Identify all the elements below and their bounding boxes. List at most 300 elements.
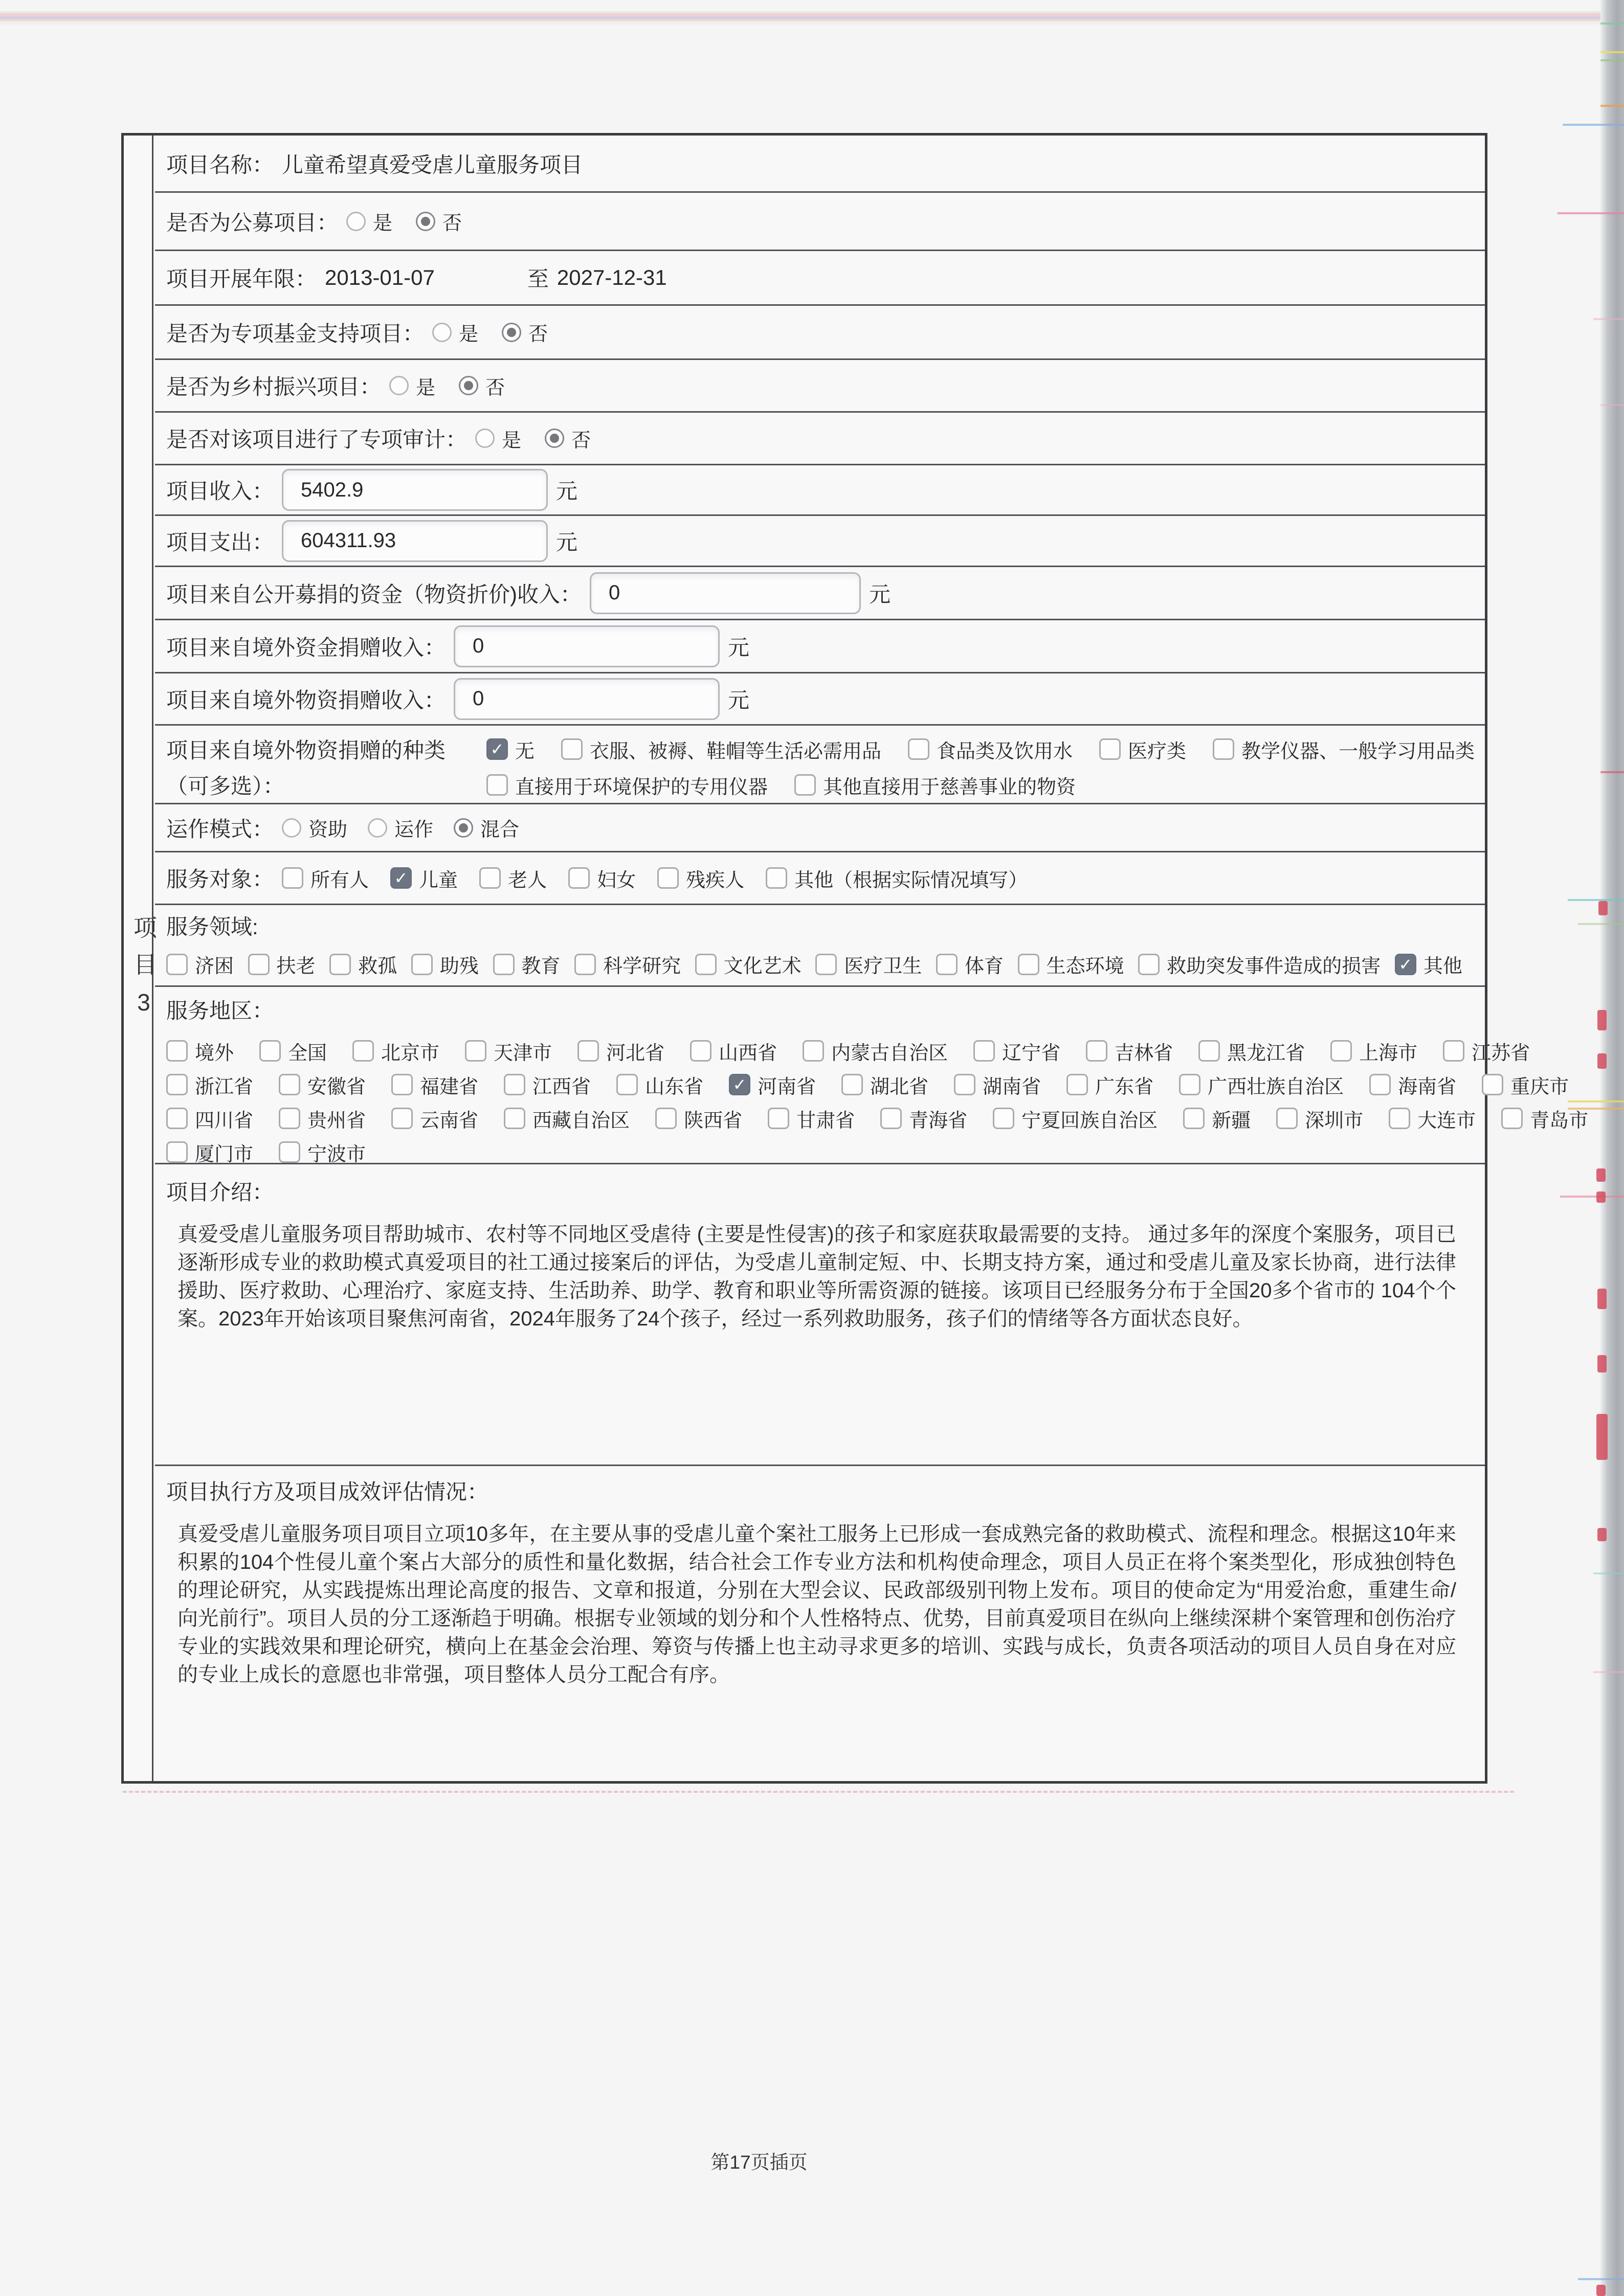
checkbox-option[interactable] — [1066, 1071, 1153, 1099]
radio-label: 是 — [459, 324, 479, 345]
checkbox-option[interactable] — [616, 1071, 703, 1099]
checkbox-icon[interactable] — [768, 1108, 789, 1129]
checkbox-label: 河南省 — [758, 1076, 816, 1098]
checkbox-option[interactable] — [729, 1071, 816, 1099]
edge-mark — [1596, 2285, 1606, 2296]
checkbox-label: 浙江省 — [195, 1076, 254, 1098]
radio-label: 是 — [502, 430, 522, 452]
expense-unit: 元 — [556, 530, 578, 554]
radio-icon[interactable] — [475, 429, 495, 448]
checkbox-label: 其他 — [1423, 956, 1462, 977]
checkbox-option[interactable] — [803, 1037, 948, 1065]
checkbox-label: 大连市 — [1417, 1110, 1476, 1132]
edge-mark — [1598, 901, 1608, 915]
row-project-evaluation — [155, 1466, 1485, 1785]
row-overseas-fund-income — [155, 620, 1485, 673]
project-index-column — [124, 136, 157, 1781]
checkbox-icon[interactable] — [1276, 1108, 1298, 1129]
material-types-line1 — [166, 733, 1475, 766]
edge-line — [1568, 899, 1624, 901]
material-types-options-2 — [486, 771, 1076, 799]
row-expense — [155, 516, 1485, 567]
checkbox-option[interactable] — [1086, 1037, 1173, 1065]
top-edge-band — [0, 11, 1624, 25]
checkbox-icon[interactable] — [1443, 1040, 1464, 1062]
checkbox-option[interactable] — [936, 950, 1004, 978]
checkbox-label: 重庆市 — [1510, 1076, 1569, 1098]
checkbox-icon[interactable] — [166, 1141, 188, 1163]
public-donation-label: 项目来自公开募捐的资金（物资折价)收入： — [166, 582, 582, 606]
checkbox-icon[interactable] — [1501, 1108, 1523, 1129]
checkbox-label: 四川省 — [195, 1110, 254, 1132]
checkbox-label: 文化艺术 — [723, 956, 802, 977]
radio-label: 否 — [528, 324, 548, 345]
row-service-area — [155, 987, 1589, 1165]
checkbox-icon[interactable] — [574, 954, 596, 975]
overseas-fund-value: 0 — [473, 635, 484, 657]
special-fund-label: 是否为专项基金支持项目： — [166, 321, 425, 346]
checkbox-icon[interactable] — [1330, 1040, 1352, 1062]
material-types-label-2: （可多选）： — [166, 774, 285, 798]
checkbox-option[interactable] — [1482, 1071, 1569, 1099]
radio-option[interactable] — [416, 207, 462, 235]
checkbox-label: 福建省 — [420, 1076, 479, 1098]
checkbox-option[interactable] — [1179, 1071, 1344, 1099]
checkbox-icon[interactable] — [936, 954, 958, 975]
checkbox-icon[interactable] — [1482, 1074, 1503, 1095]
checkbox-icon[interactable] — [616, 1074, 638, 1095]
checkbox-option[interactable] — [1183, 1105, 1251, 1133]
checkbox-icon[interactable] — [1018, 954, 1039, 975]
public-fundraising-label: 是否为公募项目： — [166, 210, 339, 235]
checkbox-icon[interactable] — [1395, 954, 1416, 975]
checkbox-option[interactable] — [993, 1105, 1158, 1133]
checkbox-icon[interactable] — [493, 954, 515, 975]
radio-option[interactable] — [475, 424, 521, 453]
checkbox-icon[interactable] — [279, 1141, 300, 1163]
radio-icon[interactable] — [368, 818, 387, 838]
checkbox-option[interactable] — [282, 864, 369, 892]
checkbox-option[interactable] — [657, 864, 744, 892]
checkbox-label: 深圳市 — [1305, 1110, 1364, 1132]
duration-end-value: 2027-12-31 — [557, 265, 667, 289]
operation-mode-options — [282, 814, 519, 842]
radio-label: 资助 — [308, 819, 348, 841]
checkbox-icon[interactable] — [908, 738, 929, 760]
special-fund-options — [432, 318, 548, 346]
checkbox-option[interactable] — [655, 1105, 742, 1133]
row-project-intro — [155, 1164, 1485, 1466]
project-index-label: 项目3 — [130, 915, 157, 1029]
overseas-material-label: 项目来自境外物资捐赠收入： — [166, 688, 446, 712]
income-value: 5402.9 — [301, 478, 364, 501]
checkbox-option[interactable] — [1501, 1105, 1588, 1133]
row-operation-mode — [155, 804, 1485, 852]
checkbox-icon[interactable] — [973, 1040, 995, 1062]
checkbox-option[interactable] — [352, 1037, 439, 1065]
row-project-name — [155, 136, 1485, 193]
page-number: 第17页插页 — [710, 2152, 808, 2173]
form-content — [155, 136, 1589, 1781]
edge-line — [1600, 22, 1624, 25]
checkbox-label: 所有人 — [310, 869, 369, 891]
checkbox-label: 辽宁省 — [1002, 1042, 1061, 1064]
checkbox-option[interactable] — [391, 1071, 478, 1099]
overseas-material-value: 0 — [473, 687, 484, 710]
checkbox-option[interactable] — [279, 1071, 366, 1099]
expense-input[interactable] — [282, 520, 548, 562]
row-overseas-material-income — [155, 673, 1485, 726]
checkbox-option[interactable] — [766, 864, 1028, 892]
service-area-label: 服务地区： — [166, 999, 274, 1023]
checkbox-option[interactable] — [880, 1105, 967, 1133]
radio-option[interactable] — [346, 207, 392, 235]
checkbox-label: 广东省 — [1095, 1076, 1154, 1098]
checkbox-option[interactable] — [411, 950, 479, 978]
checkbox-option[interactable] — [1099, 735, 1186, 763]
checkbox-option[interactable] — [1138, 950, 1381, 978]
checkbox-option[interactable] — [973, 1037, 1060, 1065]
checkbox-label: 教学仪器、一般学习用品类 — [1241, 740, 1475, 762]
checkbox-option[interactable] — [908, 735, 1073, 763]
radio-icon[interactable] — [459, 376, 478, 395]
checkbox-icon[interactable] — [880, 1108, 902, 1129]
checkbox-icon[interactable] — [486, 774, 508, 796]
checkbox-icon[interactable] — [1086, 1040, 1107, 1062]
checkbox-icon[interactable] — [282, 867, 303, 889]
checkbox-icon[interactable] — [1389, 1108, 1410, 1129]
checkbox-icon[interactable] — [1369, 1074, 1391, 1095]
checkbox-icon[interactable] — [411, 954, 433, 975]
edge-line — [1558, 212, 1624, 214]
checkbox-label: 全国 — [288, 1042, 327, 1064]
edge-line — [1593, 1671, 1624, 1673]
checkbox-label: 科学研究 — [603, 956, 681, 977]
row-special-fund — [155, 306, 1485, 360]
checkbox-label: 直接用于环境保护的专用仪器 — [515, 776, 768, 798]
checkbox-option[interactable] — [329, 950, 397, 978]
checkbox-option[interactable] — [504, 1071, 591, 1099]
checkbox-icon[interactable] — [577, 1040, 599, 1062]
edge-line — [1600, 404, 1624, 406]
edge-line — [1560, 1196, 1624, 1198]
checkbox-label: 其他（根据实际情况填写） — [794, 869, 1028, 891]
radio-icon[interactable] — [545, 429, 564, 448]
checkbox-option[interactable] — [486, 735, 535, 763]
checkbox-icon[interactable] — [794, 774, 816, 796]
audit-options — [475, 424, 591, 453]
checkbox-icon[interactable] — [1179, 1074, 1200, 1095]
service-area-row-2 — [166, 1068, 1569, 1101]
checkbox-label: 宁夏回族自治区 — [1021, 1110, 1158, 1132]
edge-line — [1600, 771, 1624, 773]
checkbox-icon[interactable] — [248, 954, 270, 975]
checkbox-label: 医疗类 — [1128, 740, 1187, 762]
checkbox-option[interactable] — [504, 1105, 630, 1133]
overseas-fund-input[interactable] — [454, 625, 720, 667]
checkbox-option[interactable] — [841, 1071, 928, 1099]
radio-option[interactable] — [368, 814, 433, 842]
checkbox-icon[interactable] — [766, 867, 787, 889]
checkbox-label: 山东省 — [645, 1076, 704, 1098]
checkbox-option[interactable] — [954, 1071, 1041, 1099]
operation-mode-label: 运作模式： — [166, 817, 274, 841]
rural-label: 是否为乡村振兴项目： — [166, 375, 382, 399]
checkbox-icon[interactable] — [504, 1108, 525, 1129]
checkbox-icon[interactable] — [561, 738, 583, 760]
overseas-fund-unit: 元 — [728, 635, 750, 660]
checkbox-icon[interactable] — [486, 738, 508, 760]
checkbox-option[interactable] — [166, 1105, 253, 1133]
overseas-fund-label: 项目来自境外资金捐赠收入： — [166, 635, 446, 660]
radio-option[interactable] — [545, 424, 591, 453]
radio-label: 否 — [571, 430, 591, 452]
checkbox-label: 安徽省 — [307, 1076, 366, 1098]
checkbox-label: 体育 — [965, 956, 1004, 977]
checkbox-label: 济困 — [195, 956, 234, 977]
rural-options — [389, 372, 505, 400]
checkbox-icon[interactable] — [729, 1074, 750, 1095]
edge-mark — [1597, 1528, 1607, 1541]
checkbox-icon[interactable] — [329, 954, 351, 975]
edge-mark — [1596, 1191, 1606, 1203]
overseas-material-unit: 元 — [728, 688, 750, 712]
checkbox-option[interactable] — [166, 950, 234, 978]
radio-option[interactable] — [502, 318, 548, 346]
checkbox-icon[interactable] — [1183, 1108, 1205, 1129]
radio-icon[interactable] — [346, 212, 366, 231]
radio-label: 是 — [373, 213, 393, 234]
material-types-options-1 — [486, 735, 1475, 763]
checkbox-icon[interactable] — [695, 954, 717, 975]
income-unit: 元 — [556, 479, 578, 503]
checkbox-option[interactable] — [493, 950, 561, 978]
radio-option[interactable] — [282, 814, 347, 842]
checkbox-label: 残疾人 — [686, 869, 745, 891]
expense-label: 项目支出： — [166, 530, 274, 554]
checkbox-option[interactable] — [690, 1037, 777, 1065]
radio-option[interactable] — [389, 372, 435, 400]
checkbox-option[interactable] — [1330, 1037, 1417, 1065]
overseas-material-input[interactable] — [454, 678, 720, 720]
checkbox-icon[interactable] — [166, 1074, 188, 1095]
checkbox-option[interactable] — [768, 1105, 855, 1133]
checkbox-label: 吉林省 — [1115, 1042, 1173, 1064]
checkbox-option[interactable] — [1369, 1071, 1456, 1099]
checkbox-option[interactable] — [815, 950, 922, 978]
faint-dashed-line — [123, 1791, 1514, 1793]
checkbox-label: 陕西省 — [684, 1110, 743, 1132]
checkbox-option[interactable] — [166, 1138, 253, 1166]
row-special-audit — [155, 413, 1485, 465]
checkbox-icon[interactable] — [279, 1108, 300, 1129]
radio-icon[interactable] — [502, 323, 521, 342]
checkbox-label: 无 — [515, 740, 535, 762]
radio-label: 是 — [416, 377, 436, 399]
material-types-line2 — [166, 769, 1470, 801]
row-service-target — [155, 852, 1485, 905]
checkbox-icon[interactable] — [1198, 1040, 1220, 1062]
edge-mark — [1597, 1355, 1607, 1372]
project-evaluation-label: 项目执行方及项目成效评估情况： — [166, 1480, 489, 1504]
checkbox-label: 青海省 — [909, 1110, 968, 1132]
checkbox-icon[interactable] — [1099, 738, 1121, 760]
checkbox-icon[interactable] — [279, 1074, 300, 1095]
row-overseas-material-types — [155, 726, 1485, 804]
checkbox-label: 境外 — [195, 1042, 234, 1064]
checkbox-option[interactable] — [465, 1037, 552, 1065]
project-form-table — [121, 133, 1589, 1784]
row-public-fundraising — [155, 193, 1485, 251]
checkbox-label: 助残 — [439, 956, 479, 977]
checkbox-icon[interactable] — [390, 867, 412, 889]
row-income — [155, 465, 1485, 516]
edge-line — [1563, 124, 1624, 126]
checkbox-label: 教育 — [521, 956, 561, 977]
checkbox-icon[interactable] — [954, 1074, 975, 1095]
checkbox-option[interactable] — [166, 1037, 234, 1065]
service-target-options — [282, 864, 1028, 892]
page-edge-band — [1600, 0, 1624, 2296]
checkbox-option[interactable] — [391, 1105, 478, 1133]
checkbox-icon[interactable] — [259, 1040, 281, 1062]
project-intro-text: 真爱受虐儿童服务项目帮助城市、农村等不同地区受虐待 (主要是性侵害)的孩子和家庭获取最需要的支持。 通过多年的深度个案服务，项目已逐渐形成专业的救助模式真爱项目的社工通过接案后的评估，为受虐儿童制定短、中、长期支持方案，通过和受虐儿童及家长协商，进行法律援助、医疗救助、心理治疗、家庭支持、生活助养、助学、教育和职业等所需资源的链接。该项目已经服务分布于全国20多个省市的 104个个案。2023年开始该项目聚焦河南省，2024年服务了24个孩子，经过一系列救助服务，孩子们的情绪等各方面状态良好。 — [177, 1223, 1456, 1330]
checkbox-option[interactable] — [1443, 1037, 1530, 1065]
radio-label: 混合 — [480, 819, 520, 841]
material-types-label-1: 项目来自境外物资捐赠的种类 — [166, 738, 446, 762]
checkbox-icon[interactable] — [1138, 954, 1160, 975]
checkbox-option[interactable] — [279, 1105, 366, 1133]
checkbox-icon[interactable] — [568, 867, 590, 889]
edge-mark — [1597, 1289, 1607, 1309]
radio-option[interactable] — [454, 814, 519, 842]
checkbox-label: 其他直接用于慈善事业的物资 — [823, 776, 1076, 798]
checkbox-icon[interactable] — [352, 1040, 374, 1062]
project-evaluation-text: 真爱受虐儿童服务项目项目立项10多年，在主要从事的受虐儿童个案社工服务上已形成一套成熟完备的救助模式、流程和理念。根据这10年来积累的104个性侵儿童个案占大部分的质性和量化数据，结合社会工作专业方法和机构使命理念，项目人员正在将个案类型化，形成独创特色的理论研究，从实践提炼出理论高度的报告、文章和报道，分别在大型会议、民政部级别刊物上发布。项目的使命定为“用爱治愈，重建生命/向光前行”。项目人员的分工逐渐趋于明确。根据专业领域的划分和个人性格特点、优势，目前真爱项目在纵向上继续深耕个案管理和创伤治疗专业的实践效果和理论研究，横向上在基金会治理、筹资与传播上也主动寻求更多的培训、实践与成长，负责各项活动的项目人员自身在对应的专业上成长的意愿也非常强，项目整体人员分工配合有序。 — [177, 1523, 1456, 1686]
radio-icon[interactable] — [432, 323, 452, 342]
checkbox-option[interactable] — [1395, 950, 1462, 978]
checkbox-icon[interactable] — [166, 1108, 188, 1129]
checkbox-label: 江西省 — [532, 1076, 591, 1098]
edge-mark — [1596, 1168, 1606, 1182]
radio-icon[interactable] — [454, 818, 473, 838]
checkbox-icon[interactable] — [657, 867, 679, 889]
radio-icon[interactable] — [416, 212, 435, 231]
row-service-field — [155, 905, 1485, 987]
checkbox-label: 妇女 — [597, 869, 636, 891]
checkbox-label: 江苏省 — [1472, 1042, 1530, 1064]
radio-icon[interactable] — [389, 376, 409, 395]
public-donation-value: 0 — [609, 581, 620, 604]
checkbox-option[interactable] — [794, 771, 1076, 799]
checkbox-option[interactable] — [479, 864, 547, 892]
checkbox-icon[interactable] — [391, 1108, 413, 1129]
radio-icon[interactable] — [282, 818, 301, 838]
checkbox-label: 救孤 — [358, 956, 397, 977]
checkbox-option[interactable] — [1213, 735, 1475, 763]
checkbox-label: 救助突发事件造成的损害 — [1167, 956, 1381, 977]
checkbox-option[interactable] — [1276, 1105, 1363, 1133]
checkbox-label: 食品类及饮用水 — [937, 740, 1073, 762]
checkbox-icon[interactable] — [1066, 1074, 1088, 1095]
checkbox-label: 衣服、被褥、鞋帽等生活必需用品 — [590, 740, 882, 762]
checkbox-option[interactable] — [577, 1037, 664, 1065]
checkbox-icon[interactable] — [993, 1108, 1014, 1129]
checkbox-option[interactable] — [259, 1037, 327, 1065]
checkbox-label: 内蒙古自治区 — [831, 1042, 948, 1064]
row-rural-revitalization — [155, 360, 1485, 413]
edge-mark — [1597, 1010, 1607, 1030]
project-name-label: 项目名称： — [166, 152, 274, 177]
checkbox-option[interactable] — [574, 950, 681, 978]
checkbox-label: 新疆 — [1212, 1110, 1251, 1132]
public-donation-input[interactable] — [590, 572, 861, 614]
income-input[interactable] — [282, 469, 548, 511]
checkbox-label: 医疗卫生 — [844, 956, 922, 977]
service-field-options — [166, 950, 1470, 978]
edge-mark — [1596, 1414, 1608, 1460]
edge-line — [1600, 59, 1624, 61]
checkbox-option[interactable] — [695, 950, 802, 978]
duration-label: 项目开展年限： — [166, 267, 317, 291]
radio-label: 否 — [485, 377, 505, 399]
checkbox-option[interactable] — [279, 1138, 366, 1166]
checkbox-label: 上海市 — [1359, 1042, 1418, 1064]
checkbox-option[interactable] — [166, 1071, 253, 1099]
edge-line — [1593, 1572, 1624, 1574]
checkbox-label: 山西省 — [719, 1042, 777, 1064]
checkbox-icon[interactable] — [391, 1074, 413, 1095]
audit-label: 是否对该项目进行了专项审计： — [166, 427, 468, 452]
radio-option[interactable] — [459, 372, 505, 400]
checkbox-option[interactable] — [486, 771, 768, 799]
checkbox-option[interactable] — [1018, 950, 1124, 978]
checkbox-option[interactable] — [1389, 1105, 1476, 1133]
checkbox-label: 北京市 — [381, 1042, 440, 1064]
checkbox-label: 西藏自治区 — [532, 1110, 630, 1132]
checkbox-icon[interactable] — [166, 1040, 188, 1062]
checkbox-option[interactable] — [568, 864, 636, 892]
checkbox-icon[interactable] — [465, 1040, 486, 1062]
radio-option[interactable] — [432, 318, 478, 346]
checkbox-label: 生态环境 — [1046, 956, 1124, 977]
service-area-row-1 — [166, 1034, 1530, 1068]
checkbox-icon[interactable] — [815, 954, 837, 975]
checkbox-option[interactable] — [248, 950, 316, 978]
checkbox-icon[interactable] — [1213, 738, 1234, 760]
row-public-donation-income — [155, 567, 1485, 620]
checkbox-icon[interactable] — [504, 1074, 525, 1095]
service-target-label: 服务对象： — [166, 867, 274, 891]
checkbox-option[interactable] — [1198, 1037, 1305, 1065]
checkbox-option[interactable] — [390, 864, 458, 892]
checkbox-icon[interactable] — [690, 1040, 711, 1062]
checkbox-label: 云南省 — [420, 1110, 479, 1132]
radio-label: 否 — [442, 213, 462, 234]
checkbox-option[interactable] — [561, 735, 881, 763]
radio-label: 运作 — [394, 819, 434, 841]
checkbox-label: 儿童 — [419, 869, 458, 891]
checkbox-icon[interactable] — [803, 1040, 824, 1062]
service-field-label: 服务领域: — [166, 915, 258, 939]
checkbox-icon[interactable] — [166, 954, 188, 975]
checkbox-icon[interactable] — [479, 867, 501, 889]
checkbox-label: 扶老 — [276, 956, 316, 977]
checkbox-label: 河北省 — [606, 1042, 665, 1064]
checkbox-icon[interactable] — [655, 1108, 677, 1129]
checkbox-icon[interactable] — [841, 1074, 863, 1095]
checkbox-label: 老人 — [508, 869, 547, 891]
